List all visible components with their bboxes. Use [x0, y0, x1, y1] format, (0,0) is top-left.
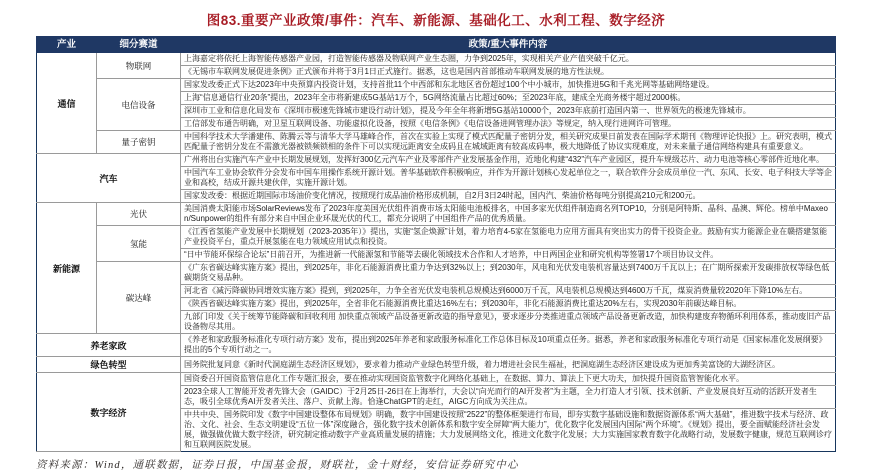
col-header-industry: 产业	[37, 37, 97, 53]
table-row	[37, 334, 836, 357]
event-cell: 国家发改委正式下达2023年中央预算内投资计划，支持首批11个中西部和东北地区省份超过100个中小城市，加快推进5G和千兆光网等基础网络建设。	[181, 79, 836, 92]
event-cell: 河北省《减污降碳协同增效实施方案》提到，到2025年，力争全省光伏发电装机总规模达到6000万千瓦，风电装机总规模达到4600万千瓦，煤炭消费量较2020年下降10%左右。	[181, 285, 836, 298]
event-cell: 上海“信息通信行业20条”提出，2023年全市将新建成5G基站1万个，5G网络流量占比超过60%；至2023年底，建成全光商务楼宇超过2000栋。	[181, 92, 836, 105]
table-row	[37, 226, 836, 249]
industry-cell: 新能源	[37, 203, 97, 334]
table-row	[37, 53, 836, 66]
source-note: 资料来源：Wind，通联数据，证券日报，中国基金报，财联社，金十财经，安信证券研究中心	[36, 460, 519, 472]
event-cell: 广州将出台实施汽车产业中长期发展规划，发挥好300亿元汽车产业及零部件产业发展基金作用，近地化构建“432”汽车产业园区，提升车规级芯片、动力电池等核心零部件近地化率。	[181, 154, 836, 167]
col-header-content: 政策/重大事件内容	[181, 37, 836, 53]
policy-table	[36, 36, 836, 452]
industry-cell: 绿色转型	[37, 357, 181, 373]
industry-cell: 数字经济	[37, 373, 181, 452]
industry-cell: 养老家政	[37, 334, 181, 357]
event-cell: 工信部发布通告明确，对卫星互联网设备、功能虚拟化设备，按照《电信条例》《电信设备进网管理办法》等规定，纳入现行进网许可管理。	[181, 118, 836, 131]
event-cell: 中共中央、国务院印发《数字中国建设整体布局规划》明确，数字中国建设按照“2522”的整体框架进行布局，即夯实数字基础设施和数据资源体系“两大基础”，推进数字技术与经济、政治、文化、社会、生态文明建设“五位一体”深度融合，强化数字技术创新体系和数字安全屏障“两大能力”，优化数字化发展国内国际“两个环境”。《规划》提出，要全面赋能经济社会发展，做强做优做大数字经济，研究制定推动数字产业高质量发展的措施；大力发展网络文化，推进文化数字化发展；大力实施国家教育数字化战略行动，发展数字健康，规范互联网诊疗和互联网医院发展。	[181, 409, 836, 452]
event-cell: 上海嘉定将依托上海智能传感器产业园，打造智能传感器及物联网产业生态圈，力争到2025年，实现相关产业产值突破千亿元。	[181, 53, 836, 66]
segment-cell: 物联网	[97, 53, 181, 79]
table-header-row	[37, 37, 836, 53]
event-cell: 《陕西省碳达峰实施方案》提出，到2025年，全省非化石能源消费比重达16%左右；到2030年，非化石能源消费比重达20%左右，实现2030年前碳达峰目标。	[181, 298, 836, 311]
segment-cell: 氢能	[97, 226, 181, 262]
segment-cell: 光伏	[97, 203, 181, 226]
segment-cell: 碳达峰	[97, 262, 181, 334]
event-cell: 《广东省碳达峰实施方案》提出，到2025年，非化石能源消费比重力争达到32%以上；到2030年，风电和光伏发电装机容量达到7400万千瓦以上；在广期所探索开发碳排放权等绿色低碳期货交易品种。	[181, 262, 836, 285]
figure-title: 图83.重要产业政策/事件：汽车、新能源、基础化工、水利工程、数字经济	[206, 13, 666, 28]
event-cell: 2023全球人工智能开发者先锋大会（GAIDC）于2月25日-26日在上海举行，大会以“向光而行的AI开发者”为主题，全力打造人才引领、技术创新、产业发展良好互动的活跃开发者生态，吸引全球优秀AI开发者关注、落户、贡献上海。恰逢ChatGPT的走红，AIGC方向成为关注点。	[181, 386, 836, 409]
industry-cell: 汽车	[37, 154, 181, 203]
segment-cell: 电信设备	[97, 79, 181, 131]
table-row	[37, 373, 836, 386]
event-cell: 国家发改委：根据近期国际市场油价变化情况，按照现行成品油价格形成机制，自2月3日24时起，国内汽、柴油价格每吨分别提高210元和200元。	[181, 190, 836, 203]
table-row	[37, 203, 836, 226]
event-cell: 国务院批复同意《新时代洞庭湖生态经济区规划》，要求着力推动产业绿色转型升级，着力增进社会民生福祉，把洞庭湖生态经济区建设成为更加秀美富饶的大湖经济区。	[181, 357, 836, 373]
table-row	[37, 357, 836, 373]
event-cell: 《无锡市车联网发展促进条例》正式颁布并将于3月1日正式施行。据悉，这也是国内首部推动车联网发展的地方性法规。	[181, 66, 836, 79]
table-row	[37, 262, 836, 285]
table-row	[37, 131, 836, 154]
table-body	[37, 53, 836, 452]
event-cell: 国资委召开国资监管信息化工作专题汇报会，要在推动实现国资监管数字化网络化基础上，在数据、算力、算法上下更大功夫，加快提升国资监管智能化水平。	[181, 373, 836, 386]
col-header-segment: 细分赛道	[97, 37, 181, 53]
industry-cell: 通信	[37, 53, 97, 154]
table-row	[37, 79, 836, 92]
event-cell: 《江西省氢能产业发展中长期规划（2023-2035年）》提出，实施“氢企焕源”计划，着力培育4-5家在氢能电力应用方面具有突出实力的骨干投资企业。鼓励有实力能源企业在赣搭建氢能产业投资平台，重点开展氢能在电力领域应用试点和投资。	[181, 226, 836, 249]
event-cell: 九部门印发《关于统筹节能降碳和回收利用 加快重点领域产品设备更新改造的指导意见》，要求逐步分类推进重点领域产品设备更新改造，加快构建废弃物循环利用体系，推动废旧产品设备物尽其用。	[181, 311, 836, 334]
event-cell: 中国汽车工业协会软件分会发布中国车用操作系统开源计划。普华基础软件积极响应，并作为开源计划核心发起单位之一，联合软件分会成员单位一汽、东风、长安、电子科技大学等企业和高校，结成开源共建伙伴，实施开源计划。	[181, 167, 836, 190]
segment-cell: 量子密钥	[97, 131, 181, 154]
table-row	[37, 154, 836, 167]
event-cell: 《养老和家政服务标准化专项行动方案》发布，提出到2025年养老和家政服务标准化工作总体目标及10项重点任务。据悉，养老和家政服务标准化专项行动是《国家标准化发展纲要》提出的5个专项行动之一。	[181, 334, 836, 357]
event-cell: 中国科学技术大学潘建伟、陈腾云等与清华大学马雄峰合作，首次在实验上实现了模式匹配量子密钥分发，相关研究成果日前发表在国际学术期刊《物理评论快报》上。研究表明，模式匹配量子密钥分发在不需激光器被锁频锁相的条件下可以实现远距离安全成码且在城域距离有较高成码率，极大地降低了协议实现难度，对未来量子通信网络构建具有重要意义。	[181, 131, 836, 154]
event-cell: 美国消费太阳能市场SolarReviews发布了2023年度美国光伏组件消费市场太阳能电池板排名，中国多家光伏组件制造商名列TOP10，分别是阿特斯、晶科、晶澳、辉伦。榜单中Maxeon/Sunpower的组件有部分来自中国企业环晟光伏的代工，都充分说明了中国组件产品的优秀质量。	[181, 203, 836, 226]
event-cell: “日中节能环保综合论坛”日前召开，为推进新一代能源氢和节能等去碳化领域技术合作和人才培养，中日两国企业和研究机构等签署17个项目协议文件。	[181, 249, 836, 262]
event-cell: 深圳市工业和信息化局发布《深圳市极速先锋城市建设行动计划》，提及今年全年将新增5G基站10000个，2023年底前打造国内第一、世界领先的极速先锋城市。	[181, 105, 836, 118]
